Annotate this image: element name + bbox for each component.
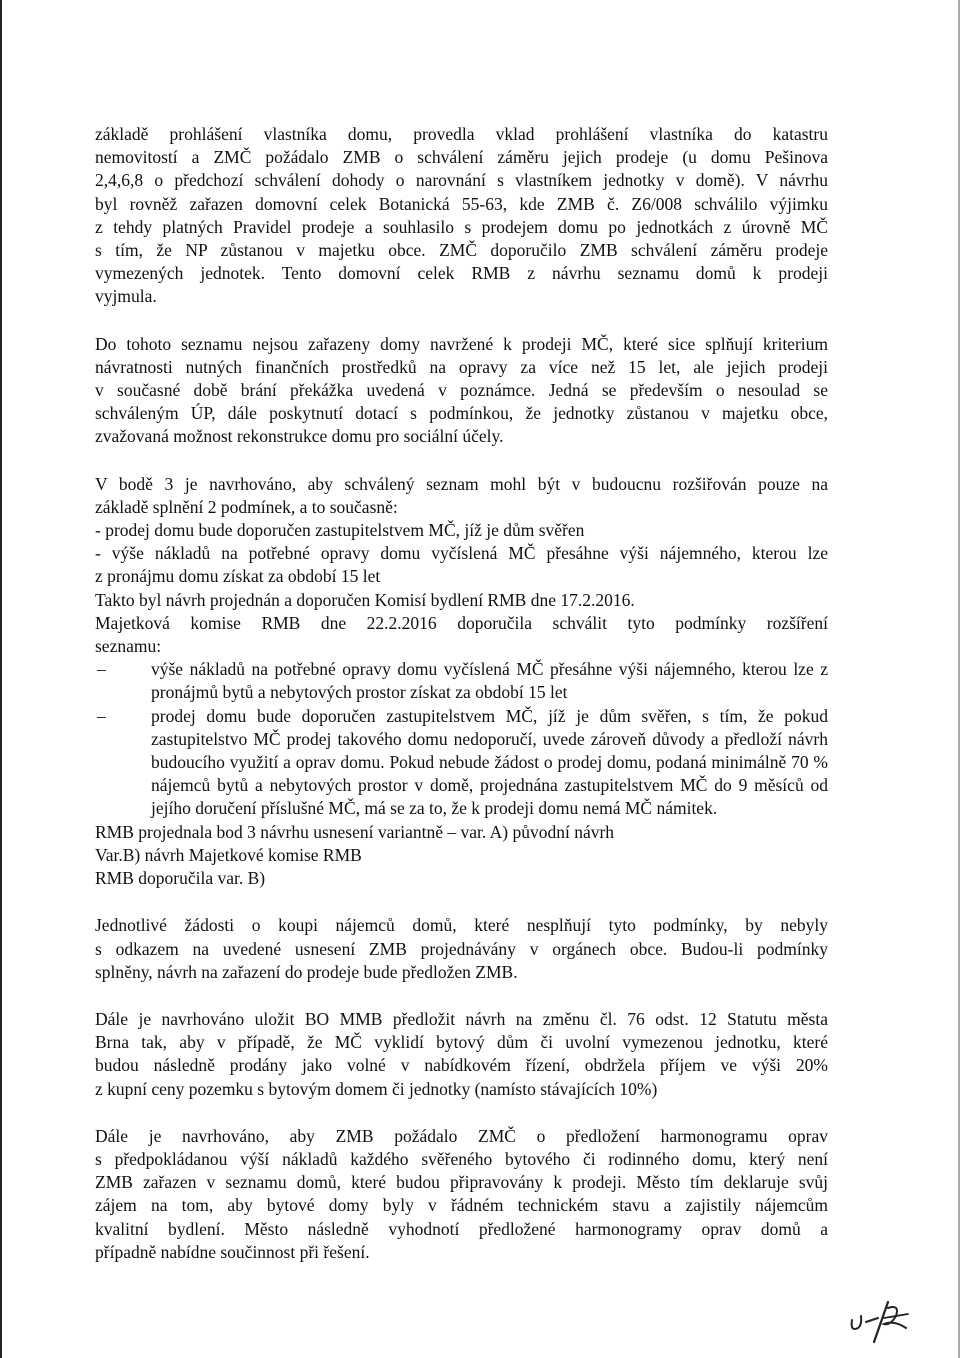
text-line: byl rovněž zařazen domovní celek Botanická 55-63, kde ZMB č. Z6/008 schválilo výjimku bbox=[95, 193, 828, 214]
text-line: základě prohlášení vlastníka domu, provedla vklad prohlášení vlastníka do katastru bbox=[95, 124, 828, 144]
text-line: s předpokládanou výší nákladů každého svěřeného bytového či rodinného domu, který není bbox=[95, 1148, 828, 1169]
list-item: – výše nákladů na potřebné opravy domu vyčíslená MČ přesáhne výši nájemného, kterou lze z pronájmů bytů a nebytových prostor získat za období 15 let bbox=[95, 658, 828, 704]
paragraph-gap bbox=[95, 309, 828, 333]
text-line: Do tohoto seznamu nejsou zařazeny domy navržené k prodeji MČ, které sice splňují kriterium bbox=[95, 333, 828, 354]
paragraph-1 bbox=[95, 123, 828, 309]
text-line: Dále je navrhováno, aby ZMB požádalo ZMČ o předložení harmonogramu oprav bbox=[95, 1125, 828, 1146]
document-page bbox=[95, 123, 828, 1264]
text-line: splněny, návrh na zařazení do prodeje bude předložen ZMB. bbox=[95, 961, 518, 982]
text-line: - prodej domu bude doporučen zastupitelstvem MČ, jíž je dům svěřen bbox=[95, 520, 585, 541]
text-line: z tehdy platných Pravidel prodeje a souhlasilo s prodejem domu po jednotkách z úrovně MČ bbox=[95, 216, 828, 237]
text-line: RMB projednala bod 3 návrhu usnesení variantně – var. A) původní návrh bbox=[95, 821, 615, 842]
handwritten-initials-signature bbox=[848, 1298, 918, 1344]
text-line: schváleným ÚP, dále poskytnutí dotací s podmínkou, že jednotky zůstanou v majetku obce, bbox=[95, 403, 828, 424]
text-line: zvažovaná možnost rekonstrukce domu pro sociální účely. bbox=[95, 426, 504, 447]
text-line: kvalitní bydlení. Město následně vyhodnotí předložené harmonogramy oprav domů a bbox=[95, 1218, 828, 1239]
text-line: v současné době brání překážka uvedená v poznámce. Jedná se především o nesoulad se bbox=[95, 380, 828, 401]
text-line: Takto byl návrh projednán a doporučen Komisí bydlení RMB dne 17.2.2016. bbox=[95, 589, 635, 610]
paragraph-5 bbox=[95, 1008, 828, 1101]
text-line: budou následně prodány jako volné v nabídkovém řízení, obdržela příjem ve výši 20% bbox=[95, 1055, 828, 1076]
text-line: 2,4,6,8 o předchozí schválení dohody o narovnání s vlastníkem jednotky v domě). V návrhu bbox=[95, 170, 828, 191]
text-line: Majetková komise RMB dne 22.2.2016 doporučila schválit tyto podmínky rozšíření bbox=[95, 612, 828, 633]
paragraph-6 bbox=[95, 1125, 828, 1264]
paragraph-gap bbox=[95, 890, 828, 914]
text-line: návratnosti nutných finančních prostředků na opravy za více než 15 let, ale jejich prodeji bbox=[95, 356, 828, 377]
paragraph-3-resolution bbox=[95, 821, 828, 891]
text-line: případně nabídne součinnost při řešení. bbox=[95, 1241, 370, 1262]
list-item: – prodej domu bude doporučen zastupitelstvem MČ, jíž je dům svěřen, s tím, že pokud zastupitelstvo MČ prodej takového domu nedoporučí, uvede zároveň důvody a předloží návrh budoucího využití a oprav domu. Pokud nebude žádost o prodej domu, podaná minimálně 70 % nájemců bytů a nebytových prostor v domě, projednána zastupitelstvem MČ do 9 měsíců od jejího doručení příslušné MČ, má se za to, že k prodeji domu nemá MČ námitek. bbox=[95, 705, 828, 821]
text-line: vymezených jednotek. Tento domovní celek RMB z návrhu seznamu domů k prodeji bbox=[95, 263, 828, 284]
text-line: Var.B) návrh Majetkové komise RMB bbox=[95, 844, 362, 865]
text-line: - výše nákladů na potřebné opravy domu vyčíslená MČ přesáhne výši nájemného, kterou lze bbox=[95, 543, 828, 564]
paragraph-gap bbox=[95, 1101, 828, 1125]
text-line: RMB doporučila var. B) bbox=[95, 868, 266, 889]
text-line: základě splnění 2 podmínek, a to současně: bbox=[95, 496, 398, 517]
text-line: zájem na tom, aby bytové domy byly v řádném technickém stavu a zajistily nájemcům bbox=[95, 1195, 828, 1216]
text-line: vyjmula. bbox=[95, 286, 157, 307]
conditions-list bbox=[95, 658, 828, 820]
text-line: s tím, že NP zůstanou v majetku obce. ZMČ doporučilo ZMB schválení záměru prodeje bbox=[95, 240, 828, 261]
text-line: Brna tak, aby v případě, že MČ vyklidí bytový dům či uvolní vymezenou jednotku, které bbox=[95, 1032, 828, 1053]
text-line: nemovitostí a ZMČ požádalo ZMB o schválení záměru jejich prodeje (u domu Pešinova bbox=[95, 147, 828, 168]
text-line: V bodě 3 je navrhováno, aby schválený seznam mohl být v budoucnu rozšiřován pouze na bbox=[95, 473, 828, 494]
paragraph-gap bbox=[95, 984, 828, 1008]
paragraph-4 bbox=[95, 914, 828, 984]
text-line: z pronájmu domu získat za období 15 let bbox=[95, 566, 381, 587]
text-line: ZMB zařazen v seznamu domů, které budou připravovány k prodeji. Město tím deklaruje svůj bbox=[95, 1172, 828, 1193]
text-line: seznamu: bbox=[95, 636, 162, 657]
text-line: Dále je navrhováno uložit BO MMB předložit návrh na změnu čl. 76 odst. 12 Statutu města bbox=[95, 1008, 828, 1029]
scan-left-edge bbox=[0, 0, 2, 1358]
text-line: s odkazem na uvedené usnesení ZMB projednávány v orgánech obce. Budou-li podmínky bbox=[95, 938, 828, 959]
paragraph-3 bbox=[95, 473, 828, 659]
paragraph-gap bbox=[95, 449, 828, 473]
paragraph-2 bbox=[95, 333, 828, 449]
text-line: Jednotlivé žádosti o koupi nájemců domů, které nesplňují tyto podmínky, by nebyly bbox=[95, 915, 828, 936]
text-line: z kupní ceny pozemku s bytovým domem či jednotky (namísto stávajících 10%) bbox=[95, 1078, 658, 1099]
